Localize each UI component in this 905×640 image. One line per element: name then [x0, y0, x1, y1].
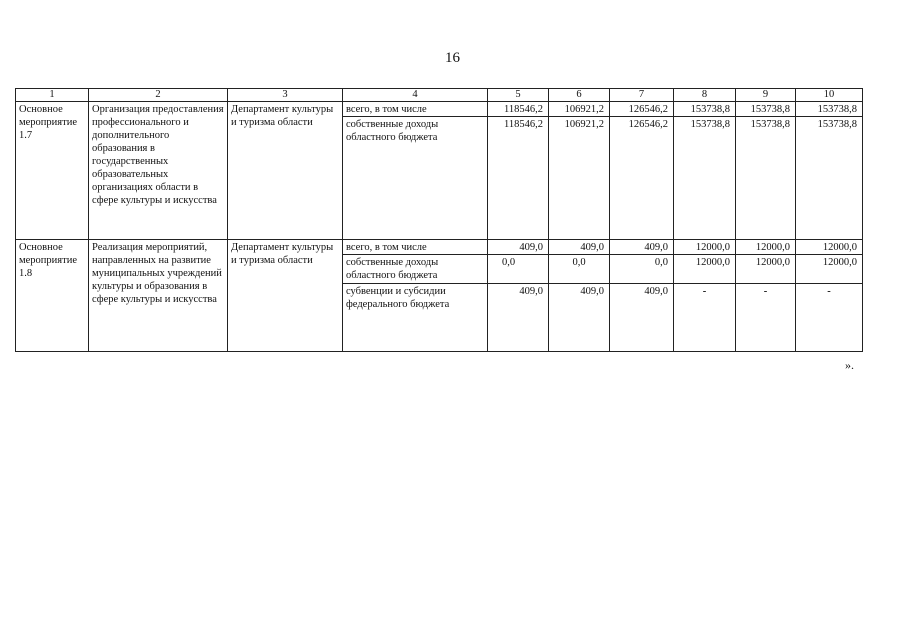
- source-label: всего, в том числе: [343, 102, 488, 117]
- executor-cell: Департамент культуры и туризма области: [228, 240, 343, 352]
- value-cell: 118546,2: [488, 117, 549, 240]
- source-label: собственные доходы областного бюджета: [343, 255, 488, 284]
- value-cell: 106921,2: [549, 102, 610, 117]
- value-cell: 106921,2: [549, 117, 610, 240]
- value-cell: 12000,0: [736, 240, 796, 255]
- page-number: 16: [445, 50, 460, 66]
- event-cell: Основное мероприятие 1.7: [16, 102, 89, 240]
- header-cell: 9: [736, 89, 796, 102]
- header-cell: 1: [16, 89, 89, 102]
- closing-quote-mark: ».: [845, 358, 854, 372]
- value-cell: 409,0: [610, 284, 674, 352]
- value-cell: 409,0: [488, 240, 549, 255]
- source-label: всего, в том числе: [343, 240, 488, 255]
- value-cell: 12000,0: [796, 240, 863, 255]
- value-cell: 118546,2: [488, 102, 549, 117]
- source-label: субвенции и субсидии федерального бюджета: [343, 284, 488, 352]
- value-cell: 153738,8: [674, 117, 736, 240]
- header-cell: 3: [228, 89, 343, 102]
- table-row: [16, 240, 863, 255]
- value-cell: 0,0: [610, 255, 674, 284]
- event-name-cell: Организация предоставления профессионального и дополнительного образования в государственных образовательных организациях области в сфере культуры и искусства: [89, 102, 228, 240]
- header-cell: 5: [488, 89, 549, 102]
- value-cell: -: [736, 284, 796, 352]
- value-cell: 126546,2: [610, 117, 674, 240]
- value-cell: 153738,8: [796, 117, 863, 240]
- value-cell: -: [796, 284, 863, 352]
- value-cell: 153738,8: [736, 102, 796, 117]
- executor-cell: Департамент культуры и туризма области: [228, 102, 343, 240]
- value-cell: 12000,0: [796, 255, 863, 284]
- table-header-row: [16, 89, 863, 102]
- value-cell: 0,0: [488, 255, 549, 284]
- table-row: [16, 102, 863, 117]
- header-cell: 10: [796, 89, 863, 102]
- value-cell: 12000,0: [674, 255, 736, 284]
- value-cell: 409,0: [549, 284, 610, 352]
- value-cell: 126546,2: [610, 102, 674, 117]
- header-cell: 8: [674, 89, 736, 102]
- header-cell: 2: [89, 89, 228, 102]
- header-cell: 7: [610, 89, 674, 102]
- value-cell: 12000,0: [736, 255, 796, 284]
- value-cell: 409,0: [610, 240, 674, 255]
- value-cell: 153738,8: [674, 102, 736, 117]
- value-cell: -: [674, 284, 736, 352]
- header-cell: 4: [343, 89, 488, 102]
- event-name-cell: Реализация мероприятий, направленных на развитие муниципальных учреждений культуры и образования в сфере культуры и искусства: [89, 240, 228, 352]
- budget-table: [15, 88, 863, 352]
- value-cell: 153738,8: [796, 102, 863, 117]
- value-cell: 409,0: [488, 284, 549, 352]
- value-cell: 12000,0: [674, 240, 736, 255]
- header-cell: 6: [549, 89, 610, 102]
- value-cell: 0,0: [549, 255, 610, 284]
- value-cell: 409,0: [549, 240, 610, 255]
- source-label: собственные доходы областного бюджета: [343, 117, 488, 240]
- value-cell: 153738,8: [736, 117, 796, 240]
- event-cell: Основное мероприятие 1.8: [16, 240, 89, 352]
